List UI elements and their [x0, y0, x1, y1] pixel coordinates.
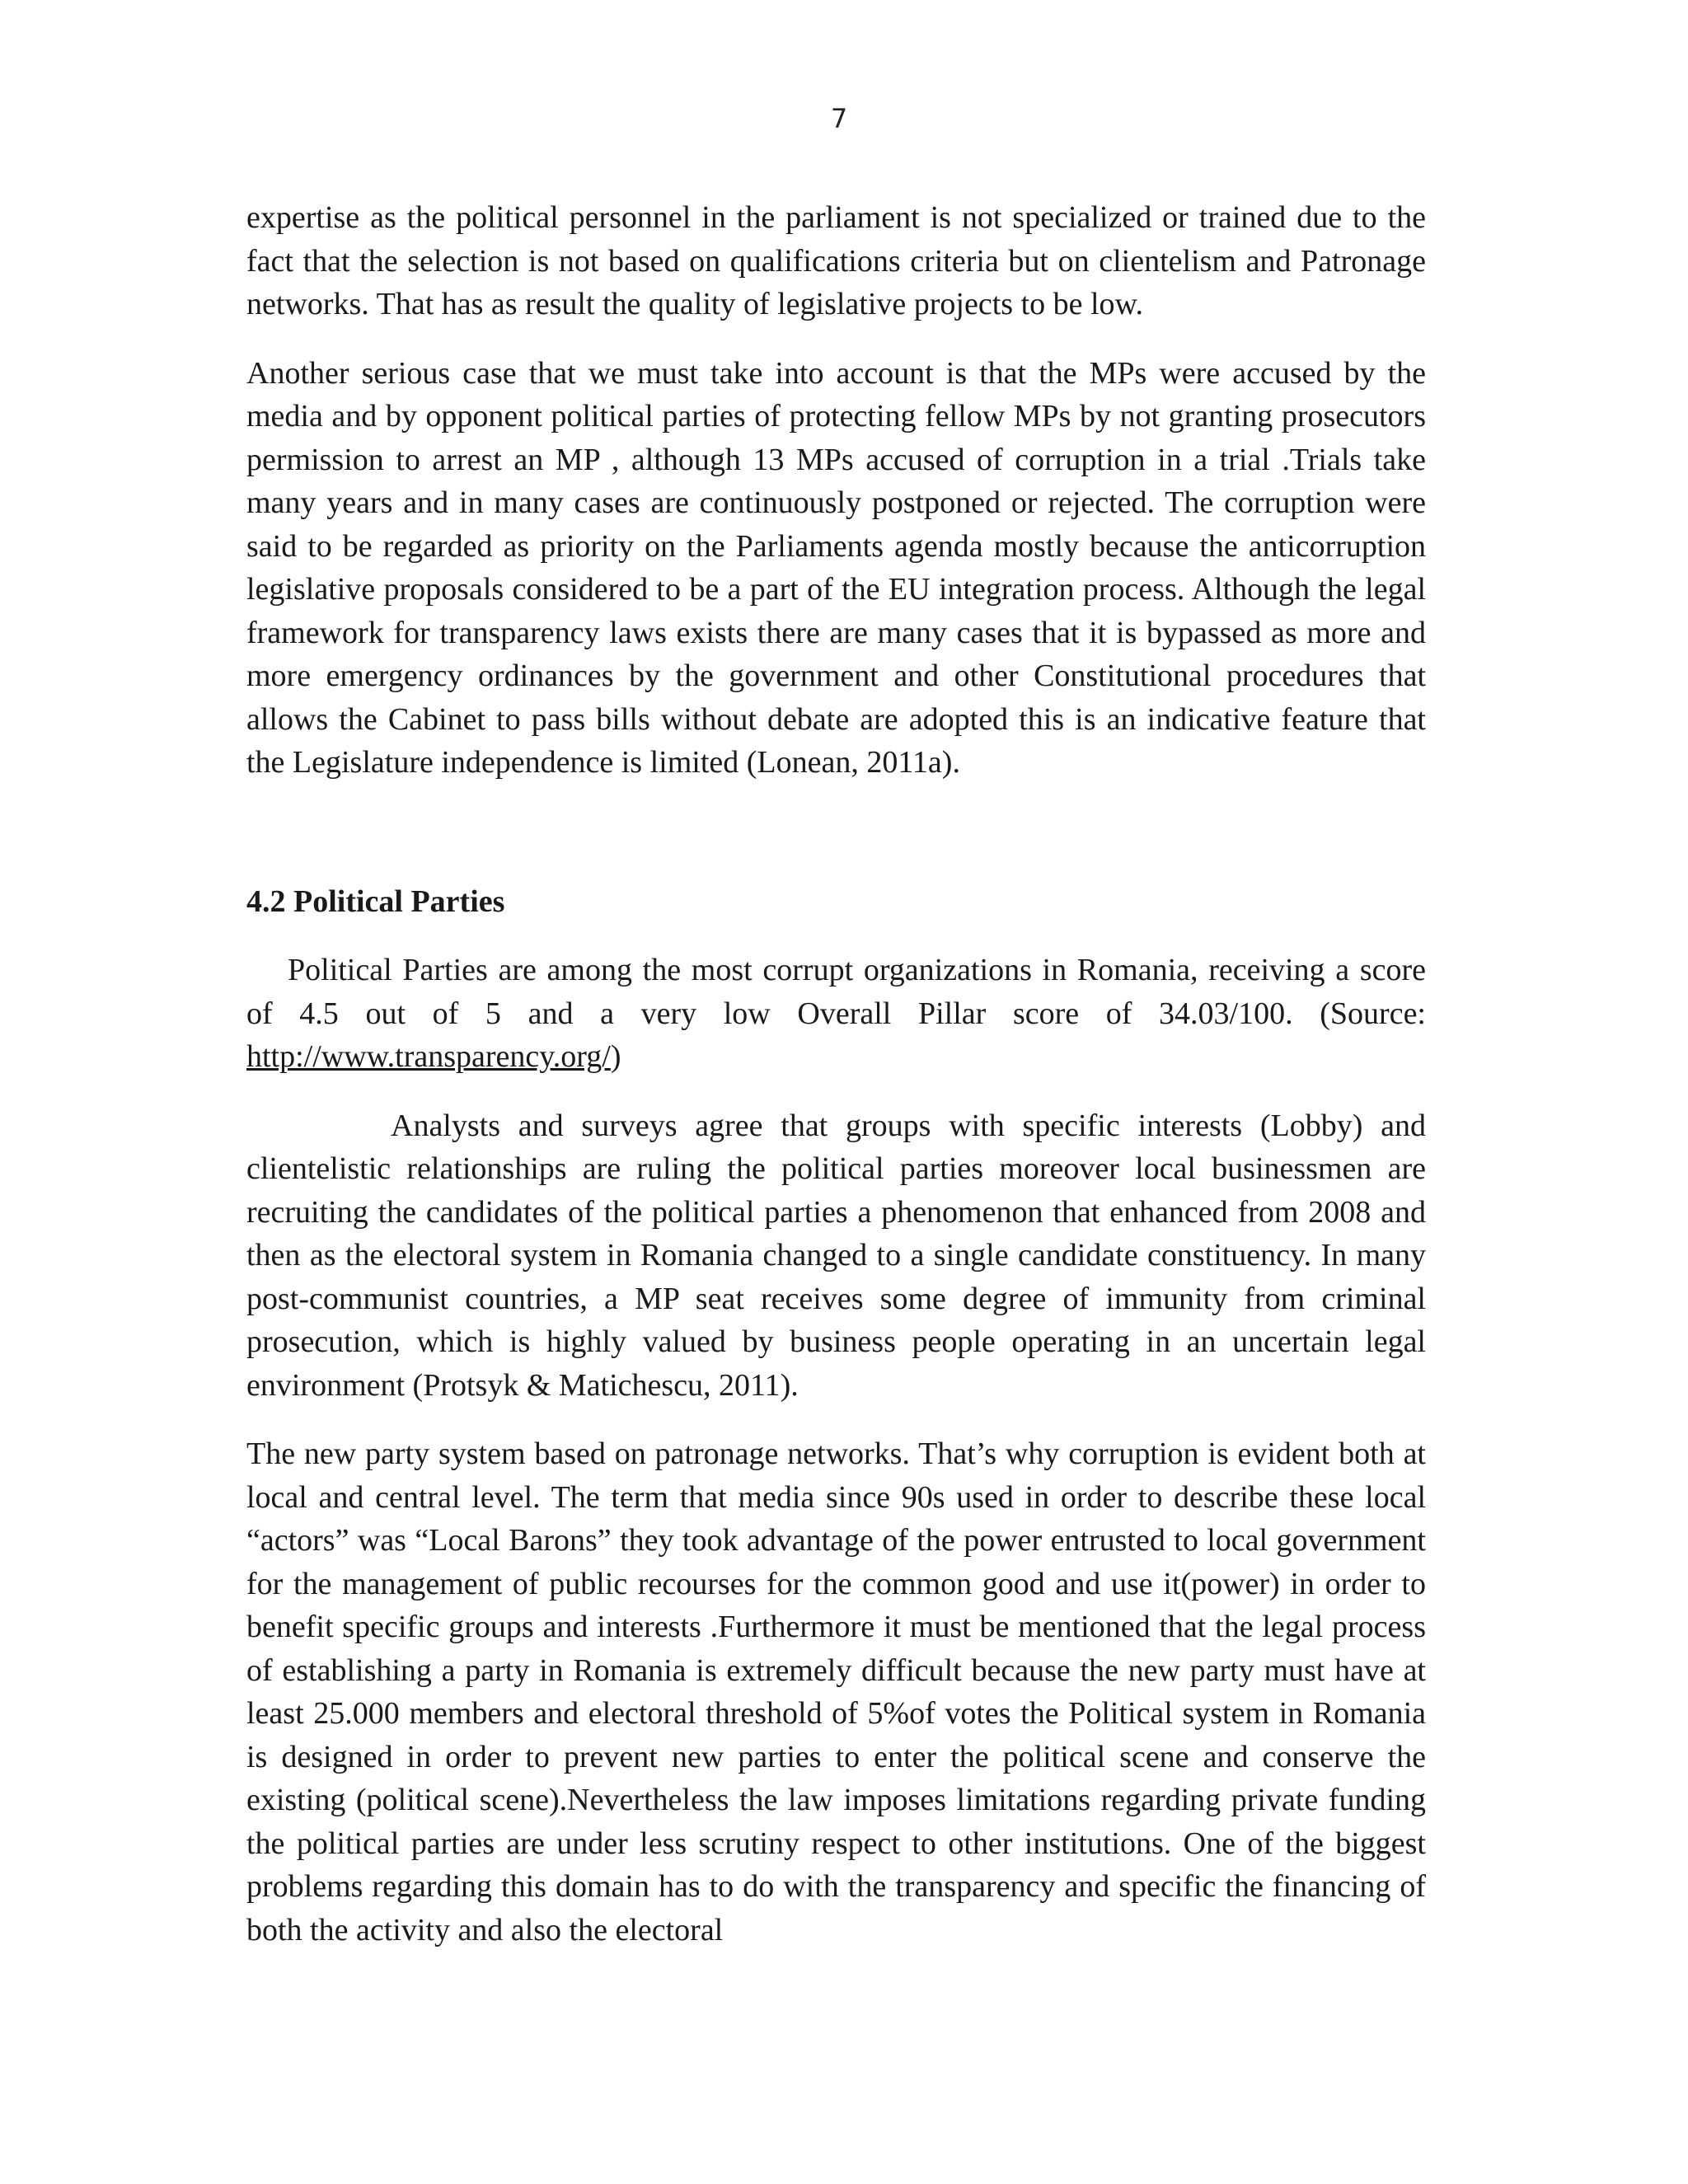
- paragraph-lobby-clientelism: Analysts and surveys agree that groups with specific interests (Lobby) and clientelistic relationships are ruling the political parties moreover local businessmen are recruiting the candidates of the political parties a phenomenon that enhanced from 2008 and then as the electoral system in Romania changed to a single candidate constituency. In many post-communist countries, a MP seat receives some degree of immunity from criminal prosecution, which is highly valued by business people operating in an uncertain legal environment (Protsyk & Matichescu, 2011).: [246, 1108, 1426, 1403]
- page-body: [246, 196, 1426, 1952]
- source-link[interactable]: http://www.transparency.org/: [246, 1039, 611, 1074]
- score-text: Political Parties are among the most corrupt organizations in Romania, receiving a score of 4.5 out of 5 and a very low Overall Pillar score of 34.03/100. (Source:: [246, 953, 1426, 1031]
- paragraph-mp-immunity: Another serious case that we must take into account is that the MPs were accused by the media and by opponent political parties of protecting fellow MPs by not granting prosecutors permission to arrest an MP , although 13 MPs accused of corruption in a trial .Trials take many years and in many cases are continuously postponed or rejected. The corruption were said to be regarded as priority on the Parliaments agenda mostly because the anticorruption legislative proposals considered to be a part of the EU integration process. Although the legal framework for transparency laws exists there are many cases that it is bypassed as more and more emergency ordinances by the government and other Constitutional procedures that allows the Cabinet to pass bills without debate are adopted this is an indicative feature that the Legislature independence is limited (Lonean, 2011a).: [246, 355, 1426, 780]
- page-number: 7: [830, 103, 848, 134]
- paragraph-party-corruption-score: [246, 949, 1426, 1079]
- section-heading-political-parties: 4.2 Political Parties: [246, 883, 505, 919]
- paragraph-legislature-expertise: expertise as the political personnel in the parliament is not specialized or trained due to the fact that the selection is not based on qualifications criteria but on clientelism and Patronage networks. That has as result the quality of legislative projects to be low.: [246, 200, 1426, 321]
- source-close-paren: ): [610, 1039, 621, 1074]
- paragraph-patronage-networks: The new party system based on patronage networks. That’s why corruption is evident both at local and central level. The term that media since 90s used in order to describe these local “actors” was “Local Barons” they took advantage of the power entrusted to local government for the management of public recourses for the common good and use it(power) in order to benefit specific groups and interests .Furthermore it must be mentioned that the legal process of establishing a party in Romania is extremely difficult because the new party must have at least 25.000 members and electoral threshold of 5%of votes the Political system in Romania is designed in order to prevent new parties to enter the political scene and conserve the existing (political scene).Nevertheless the law imposes limitations regarding private funding the political parties are under less scrutiny respect to other institutions. One of the biggest problems regarding this domain has to do with the transparency and specific the financing of both the activity and also the electoral: [246, 1436, 1426, 1947]
